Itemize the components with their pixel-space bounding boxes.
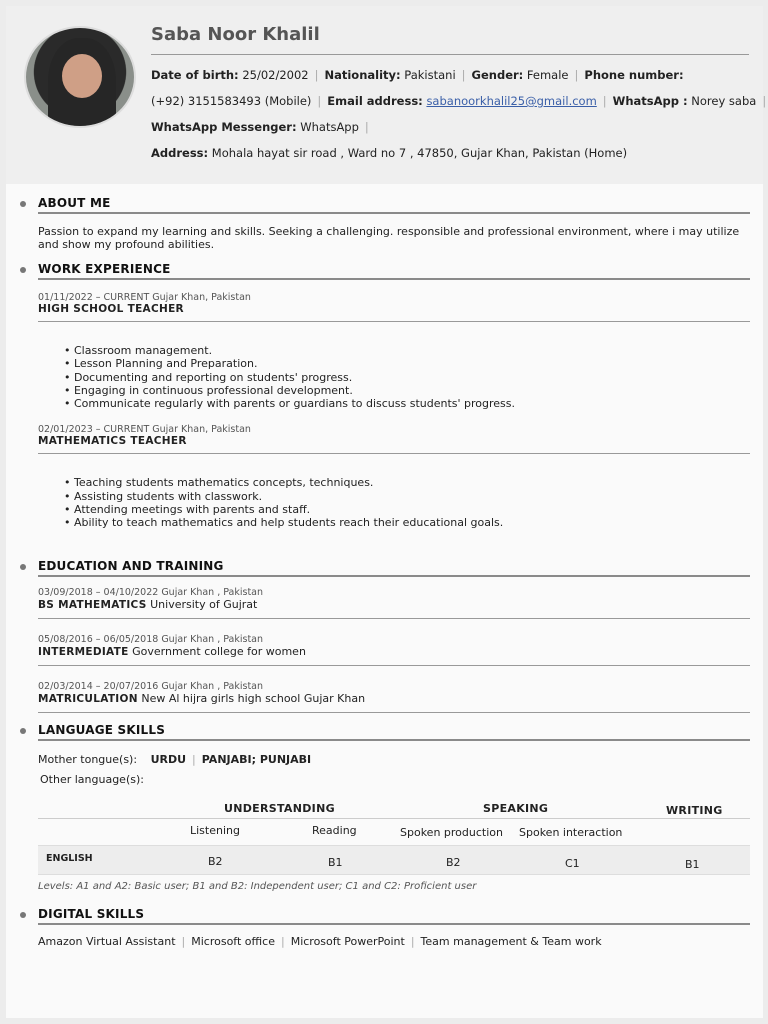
education-entry — [38, 634, 750, 666]
job-entry — [38, 292, 750, 410]
list-item: • Attending meetings with parents and staff. — [64, 503, 311, 517]
section-divider — [38, 575, 750, 577]
phone-value: (+92) 3151583493 (Mobile) — [151, 94, 312, 108]
messenger-value: WhatsApp — [300, 120, 359, 134]
job-bullets — [38, 476, 750, 529]
job-title: MATHEMATICS TEACHER — [38, 435, 187, 448]
list-item: • Teaching students mathematics concepts, techniques. — [64, 476, 374, 490]
name-divider — [151, 54, 749, 55]
mother-tongue-line: Mother tongue(s): URDU | PANJABI; PUNJABI — [38, 753, 312, 766]
messenger-label: WhatsApp Messenger: — [151, 120, 297, 134]
gender-value: Female — [526, 68, 569, 82]
section-divider — [38, 923, 750, 925]
language-section — [38, 723, 750, 893]
digital-title: DIGITAL SKILLS — [38, 907, 145, 921]
list-item: Microsoft office — [191, 935, 275, 948]
nationality-value: Pakistani — [404, 68, 456, 82]
section-divider — [38, 278, 750, 280]
phone-label: Phone number: — [584, 68, 684, 82]
address-label: Address: — [151, 146, 209, 160]
education-meta: 03/09/2018 – 04/10/2022 Gujar Khan , Pakistan — [38, 587, 264, 598]
nationality-label: Nationality: — [324, 68, 401, 82]
list-item: Microsoft PowerPoint — [290, 935, 405, 948]
dob-value: 25/02/2002 — [242, 68, 309, 82]
section-bullet-icon — [20, 564, 26, 570]
section-divider — [38, 212, 750, 214]
row-spoken-production: B2 — [446, 856, 461, 869]
list-item: Amazon Virtual Assistant — [38, 935, 176, 948]
cv-page — [6, 6, 767, 1018]
row-reading: B1 — [328, 856, 343, 869]
header-writing: WRITING — [666, 804, 723, 817]
language-title: LANGUAGE SKILLS — [38, 723, 166, 737]
header-understanding: UNDERSTANDING — [224, 802, 335, 815]
levels-note: Levels: A1 and A2: Basic user; B1 and B2: Independent user; C1 and C2: Proficient user — [38, 881, 477, 892]
section-bullet-icon — [20, 728, 26, 734]
header-listening: Listening — [190, 824, 240, 837]
header-spoken-interaction: Spoken interaction — [519, 826, 623, 839]
row-language: ENGLISH — [46, 853, 93, 864]
job-bullets — [38, 344, 750, 410]
digital-skills-list: Amazon Virtual Assistant | Microsoft office | Microsoft PowerPoint | Team management & Team work — [38, 935, 602, 948]
education-entry — [38, 587, 750, 619]
table-divider — [38, 818, 750, 819]
list-item: • Ability to teach mathematics and help students reach their educational goals. — [64, 516, 504, 530]
other-languages-label: Other language(s): — [40, 773, 144, 786]
about-section — [38, 196, 750, 251]
whatsapp-value: Norey saba — [691, 94, 757, 108]
list-item: • Documenting and reporting on students' progress. — [64, 370, 353, 384]
digital-section — [38, 907, 750, 948]
list-item: • Classroom management. — [64, 344, 213, 357]
info-line-4 — [151, 146, 627, 160]
education-school: Government college for women — [132, 645, 306, 658]
cv-header — [6, 6, 767, 184]
mother-tongue-1: URDU — [150, 753, 187, 766]
address-value: Mohala hayat sir road , Ward no 7 , 47850, Gujar Khan, Pakistan (Home) — [211, 146, 628, 160]
education-divider — [38, 712, 750, 713]
education-divider — [38, 665, 750, 666]
list-item: • Lesson Planning and Preparation. — [64, 357, 258, 371]
email-label: Email address: — [327, 94, 423, 108]
info-line-1: Date of birth: 25/02/2002 | Nationality: Pakistani | Gender: Female | Phone number: — [151, 68, 684, 82]
education-meta: 02/03/2014 – 20/07/2016 Gujar Khan , Pakistan — [38, 681, 264, 692]
row-writing: B1 — [685, 858, 700, 871]
row-spoken-interaction: C1 — [565, 857, 580, 870]
job-meta: 01/11/2022 – CURRENT Gujar Khan, Pakistan — [38, 292, 251, 303]
list-item: • Communicate regularly with parents or guardians to discuss students' progress. — [64, 397, 516, 411]
section-divider — [38, 739, 750, 741]
email-link[interactable]: sabanoorkhalil25@gmail.com — [426, 94, 597, 108]
section-bullet-icon — [20, 201, 26, 207]
header-speaking: SPEAKING — [483, 802, 549, 815]
whatsapp-label: WhatsApp : — [612, 94, 688, 108]
profile-photo — [24, 26, 136, 128]
header-reading: Reading — [312, 824, 357, 837]
education-degree: MATRICULATION — [38, 693, 138, 705]
education-section — [38, 559, 750, 713]
job-meta: 02/01/2023 – CURRENT Gujar Khan, Pakistan — [38, 424, 251, 436]
section-bullet-icon — [20, 912, 26, 918]
education-school: University of Gujrat — [150, 598, 258, 611]
job-title: HIGH SCHOOL TEACHER — [38, 303, 184, 315]
job-divider — [38, 321, 750, 322]
list-item: Team management & Team work — [420, 935, 602, 948]
education-entry — [38, 681, 750, 713]
education-degree: BS MATHEMATICS — [38, 599, 147, 611]
section-bullet-icon — [20, 267, 26, 273]
job-divider — [38, 453, 750, 454]
list-item: • Engaging in continuous professional development. — [64, 383, 353, 397]
info-line-3: WhatsApp Messenger: WhatsApp | — [151, 120, 369, 134]
mother-tongue-label: Mother tongue(s): — [38, 753, 138, 766]
education-title: EDUCATION AND TRAINING — [38, 559, 224, 573]
person-name: Saba Noor Khalil — [151, 24, 320, 45]
language-table — [38, 802, 750, 880]
mother-tongue-2: PANJABI; PUNJABI — [201, 753, 312, 766]
education-divider — [38, 618, 750, 619]
list-item: • Assisting students with classwork. — [64, 489, 263, 503]
work-section — [38, 262, 750, 530]
header-spoken-production: Spoken production — [400, 826, 503, 839]
work-title: WORK EXPERIENCE — [38, 262, 171, 276]
table-row — [38, 845, 750, 875]
row-listening: B2 — [208, 855, 223, 868]
info-line-2: (+92) 3151583493 (Mobile) | Email address: sabanoorkhalil25@gmail.com | WhatsApp : Norey saba | — [151, 94, 767, 108]
education-school: New Al hijra girls high school Gujar Khan — [141, 692, 366, 705]
education-degree: INTERMEDIATE — [38, 646, 129, 658]
about-title: ABOUT ME — [38, 196, 111, 210]
job-entry — [38, 424, 750, 529]
education-meta: 05/08/2016 – 06/05/2018 Gujar Khan , Pakistan — [38, 634, 264, 645]
dob-label: Date of birth: — [151, 68, 239, 82]
about-text: Passion to expand my learning and skills. Seeking a challenging. responsible and professional environment, where i may utilize and show my profound abilities. — [38, 225, 740, 251]
gender-label: Gender: — [471, 68, 524, 82]
